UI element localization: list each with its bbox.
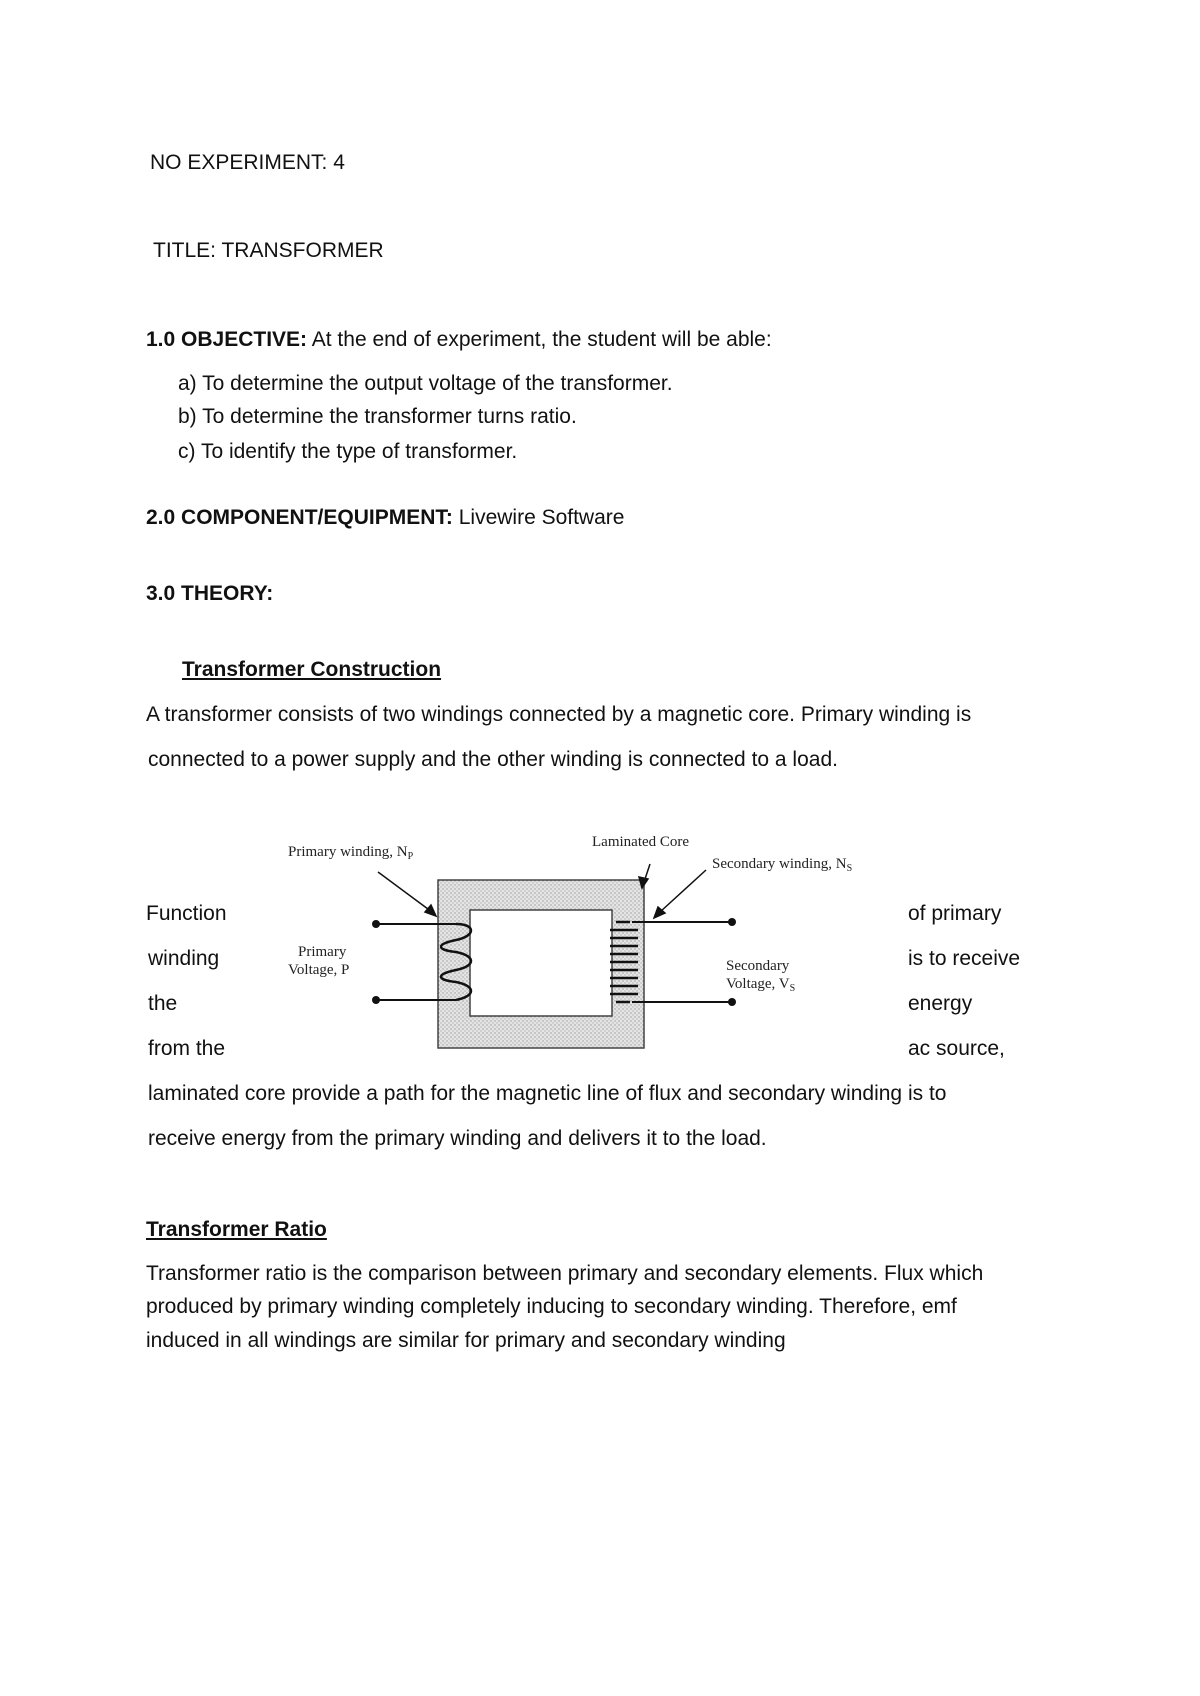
experiment-number-line [150,152,345,173]
primary-terminal-top [372,920,380,928]
transformer-diagram [270,820,890,1060]
construction-title: Transformer Construction [182,658,442,681]
objective-heading: 1.0 OBJECTIVE: [146,328,308,351]
primary-terminal-bottom [372,996,380,1004]
objective-item-b: b) To determine the transformer turns ratio. [178,405,577,428]
objective-line [146,329,772,350]
function-paragraph-line-2: receive energy from the primary winding and delivers it to the load. [148,1127,767,1150]
title-value: TRANSFORMER [221,239,384,262]
wrap-left-1: Function [146,902,227,925]
equipment-value: Livewire Software [458,506,625,529]
equipment-line [146,507,624,528]
label-secondary-voltage-2: Voltage, $V_S$ [726,976,796,994]
ratio-paragraph-line-1: Transformer ratio is the comparison between primary and secondary elements. Flux which [146,1262,984,1285]
wrap-left-4: from the [148,1037,226,1060]
wrap-right-3: energy [908,992,973,1015]
objective-item-c: c) To identify the type of transformer. [178,440,518,463]
equipment-heading: 2.0 COMPONENT/EQUIPMENT: [146,506,453,529]
objective-item-a: a) To determine the output voltage of the transformer. [178,372,673,395]
objective-intro: At the end of experiment, the student will be able: [311,328,772,351]
secondary-leads [632,922,732,1002]
experiment-label: NO EXPERIMENT: [150,151,328,174]
secondary-terminal-top [728,918,736,926]
wrap-right-4: ac source, [908,1037,1005,1060]
experiment-number: 4 [333,151,345,174]
label-secondary-winding: Secondary winding, $N_S$ [712,856,853,874]
title-line [153,240,384,261]
label-primary-voltage-2: Voltage, P [288,962,350,978]
label-laminated-core: Laminated Core [592,834,690,850]
wrap-left-3: the [148,992,178,1015]
label-secondary-voltage-1: Secondary [726,958,790,974]
secondary-terminal-bottom [728,998,736,1006]
ratio-paragraph-line-3: induced in all windings are similar for primary and secondary winding [146,1329,786,1352]
construction-paragraph-line-2: connected to a power supply and the other winding is connected to a load. [148,748,838,771]
title-label: TITLE: [153,239,217,262]
theory-heading: 3.0 THEORY: [146,582,274,605]
construction-paragraph-line-1: A transformer consists of two windings connected by a magnetic core. Primary winding is [146,703,972,726]
wrap-right-2: is to receive [908,947,1021,970]
label-primary-voltage-1: Primary [298,944,347,960]
label-primary-winding: Primary winding, $N_P$ [288,844,414,862]
function-paragraph-line-1: laminated core provide a path for the magnetic line of flux and secondary winding is to [148,1082,947,1105]
wrap-right-1: of primary [908,902,1002,925]
ratio-title: Transformer Ratio [146,1218,327,1241]
wrap-left-2: winding [148,947,220,970]
ratio-paragraph-line-2: produced by primary winding completely inducing to secondary winding. Therefore, emf [146,1295,957,1318]
